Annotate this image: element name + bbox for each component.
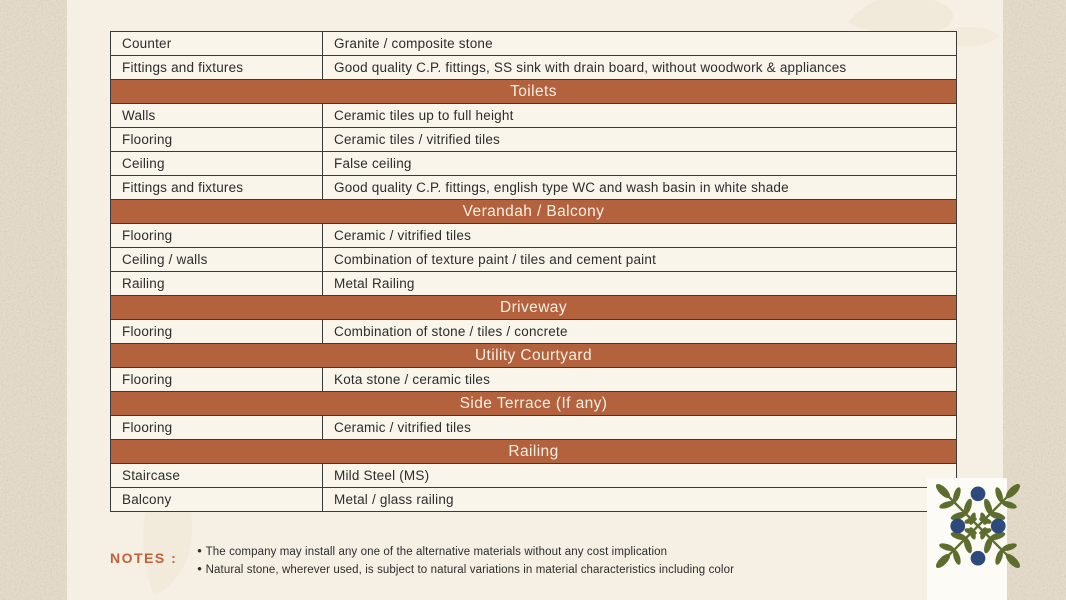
- note-item: • Natural stone, wherever used, is subject to natural variations in material characteristics including color: [197, 561, 734, 579]
- spec-label-cell: Flooring: [111, 416, 323, 440]
- spec-label-cell: Flooring: [111, 320, 323, 344]
- spec-value-cell: Ceramic / vitrified tiles: [323, 224, 957, 248]
- spec-label-cell: Fittings and fixtures: [111, 56, 323, 80]
- spec-row: [111, 488, 957, 512]
- spec-label-cell: Flooring: [111, 128, 323, 152]
- section-title: Utility Courtyard: [111, 344, 957, 368]
- spec-value-cell: Ceramic / vitrified tiles: [323, 416, 957, 440]
- spec-row: [111, 56, 957, 80]
- spec-label-cell: Flooring: [111, 224, 323, 248]
- spec-label-cell: Ceiling / walls: [111, 248, 323, 272]
- section-row: [111, 296, 957, 320]
- spec-label-cell: Walls: [111, 104, 323, 128]
- section-title: Railing: [111, 440, 957, 464]
- spec-value-cell: Metal Railing: [323, 272, 957, 296]
- spec-value-cell: Ceramic tiles / vitrified tiles: [323, 128, 957, 152]
- spec-table-body: [111, 32, 957, 512]
- section-row: [111, 392, 957, 416]
- specifications-table: [110, 31, 957, 512]
- spec-row: [111, 320, 957, 344]
- notes-section: [110, 543, 734, 578]
- spec-value-cell: False ceiling: [323, 152, 957, 176]
- spec-row: [111, 152, 957, 176]
- spec-label-cell: Flooring: [111, 368, 323, 392]
- spec-value-cell: Kota stone / ceramic tiles: [323, 368, 957, 392]
- spec-row: [111, 104, 957, 128]
- note-item: • The company may install any one of the alternative materials without any cost implication: [197, 543, 734, 561]
- spec-value-cell: Granite / composite stone: [323, 32, 957, 56]
- spec-row: [111, 464, 957, 488]
- section-title: Driveway: [111, 296, 957, 320]
- spec-row: [111, 176, 957, 200]
- spec-value-cell: Mild Steel (MS): [323, 464, 957, 488]
- spec-label-cell: Fittings and fixtures: [111, 176, 323, 200]
- spec-value-cell: Metal / glass railing: [323, 488, 957, 512]
- left-texture-strip: [0, 0, 67, 600]
- section-row: [111, 344, 957, 368]
- section-title: Verandah / Balcony: [111, 200, 957, 224]
- section-row: [111, 200, 957, 224]
- spec-value-cell: Good quality C.P. fittings, english type WC and wash basin in white shade: [323, 176, 957, 200]
- section-title: Toilets: [111, 80, 957, 104]
- notes-label: NOTES :: [110, 550, 178, 566]
- spec-value-cell: Combination of stone / tiles / concrete: [323, 320, 957, 344]
- spec-row: [111, 224, 957, 248]
- spec-label-cell: Ceiling: [111, 152, 323, 176]
- spec-label-cell: Balcony: [111, 488, 323, 512]
- spec-row: [111, 272, 957, 296]
- spec-row: [111, 416, 957, 440]
- spec-label-cell: Railing: [111, 272, 323, 296]
- floral-quilt-block-icon: [932, 480, 1024, 572]
- section-title: Side Terrace (If any): [111, 392, 957, 416]
- spec-value-cell: Good quality C.P. fittings, SS sink with drain board, without woodwork & appliances: [323, 56, 957, 80]
- spec-row: [111, 368, 957, 392]
- spec-value-cell: Ceramic tiles up to full height: [323, 104, 957, 128]
- section-row: [111, 440, 957, 464]
- spec-row: [111, 32, 957, 56]
- spec-row: [111, 248, 957, 272]
- spec-value-cell: Combination of texture paint / tiles and cement paint: [323, 248, 957, 272]
- section-row: [111, 80, 957, 104]
- spec-label-cell: Staircase: [111, 464, 323, 488]
- spec-label-cell: Counter: [111, 32, 323, 56]
- spec-row: [111, 128, 957, 152]
- notes-list: [197, 543, 734, 578]
